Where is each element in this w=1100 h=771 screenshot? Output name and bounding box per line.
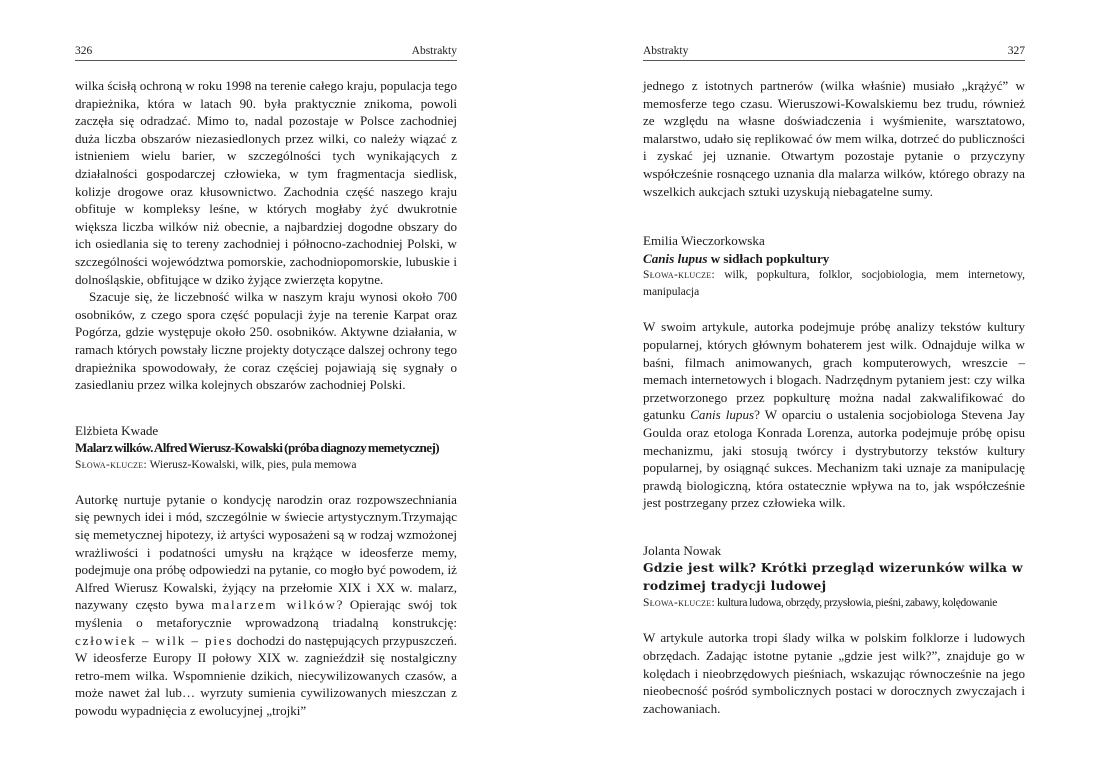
left-page-body	[75, 77, 457, 720]
entry-title: Gdzie jest wilk? Krótki przegląd wizerunków wilka w rodzimej tradycji ludowej	[643, 560, 1023, 594]
entry-author: Emilia Wieczorkowska	[643, 233, 765, 249]
entry-keywords	[643, 595, 1025, 612]
abstract-text: dochodzi do następujących przypuszczeń. W ideosferze Europy II połowy XIX w. zagnieździł się nostalgiczny retro-mem wilka. Wspomnienie dzikich, niecywilizowanych czasów, a może nawet żal lub… wyrzuty sumienia cywilizowanych mieszczan z powodu wypadnięcia z ewolucyjnej „trojki”	[75, 632, 457, 718]
keywords-list: wilk, popkultura, folklor, socjobiologia, mem internetowy, manipulacja	[643, 269, 1026, 299]
abstract-text: ? W oparciu o ustalenia socjobiologa Stevena Jay Goulda oraz etologa Konrada Lorenza, autorka podejmuje próbę opisu mechanizmu, jaki stosują twórcy i dystrybutorzy tekstów kultury popularnej, by osiągnąć sukces. Mechanizm taki uznaje za manipulację prawdą biologiczną, która ostatecznie wpływa na to, jak współcześnie jest postrzegany przez człowieka wilk.	[643, 407, 1025, 511]
abstract-text: W swoim artykule, autorka podejmuje próbę analizy tekstów kultury popularnej, których głównym bohaterem jest wilk. Odnajduje wilka w baśni, filmach animowanych, grach komputerowych, wreszcie – memach internetowych i blogach. Nadrzędnym pytaniem jest: czy wilka przetworzonego przez popkulturę można nadal zakwalifikować do gatunku	[643, 319, 1025, 423]
paragraph: Szacuje się, że liczebność wilka w naszym kraju wynosi około 700 osobników, z czego spora część populacji żyje na terenie Karpat oraz Pogórza, gdzie występuje około 250. osobników. Aktywne działania, w ramach których powstały liczne projekty dotyczące dalszej ochrony tego drapieżnika spowodowały, że coraz częściej pojawiają się sygnały o zasiedlaniu przez wilka kolejnych obszarów zachodniej Polski.	[75, 289, 457, 393]
right-page-body	[643, 77, 1025, 717]
running-head: Abstrakty	[643, 45, 689, 57]
entry-abstract	[75, 491, 457, 720]
entry-title: Malarz wilków. Alfred Wierusz-Kowalski (próba diagnozy memetycznej)	[75, 440, 440, 456]
entry-author: Elżbieta Kwade	[75, 422, 159, 438]
abstract-entry	[75, 422, 457, 720]
entry-keywords	[643, 267, 1025, 301]
running-head: Abstrakty	[411, 45, 457, 57]
keywords-label: Słowa-klucze:	[643, 269, 715, 282]
keywords-label: Słowa-klucze:	[75, 458, 147, 471]
right-page	[643, 42, 1025, 717]
page-number: 326	[75, 45, 93, 57]
continued-paragraph: wilka ścisłą ochroną w roku 1998 na terenie całego kraju, populacja tego drapieżnika, która w latach 90. była praktycznie znikoma, powoli zaczęła się odradzać. Mimo to, nadal pozostaje w Polsce zachodniej duża liczba obszarów niezasiedlonych przez wilki, co należy wiązać z istnieniem wielu barier, w szczególności tych wynikających z działalności gospodarczej człowieka, w tym fragmentacja siedlisk, kolizje drogowe oraz kłusownictwo. Zachodnia część naszego kraju obfituje w kompleksy leśne, w których mogłaby żyć dwukrotnie większa liczba wilków niż obecnie, a najbardziej dogodne obszary do ich osiedlania się to tereny zachodniej i północno-zachodniej Polski, w szczególności województwa pomorskie, zachodniopomorskie, lubuskie i dolnośląskie, obfitujące w dziko żyjące zwierzęta kopytne.	[75, 78, 457, 287]
left-page-header	[75, 42, 457, 61]
abstract-entry	[643, 232, 1025, 512]
entry-abstract	[643, 318, 1025, 512]
abstract-text: ? Opierając swój tok myślenia o metaforycznie wprowadzoną triadalną konstrukcję:	[75, 597, 458, 631]
right-page-header	[643, 42, 1025, 61]
abstract-text: Autorkę nurtuje pytanie o kondycję narodzin oraz rozpowszechniania się pewnych idei i mód, szczególnie w świecie artystycznym.Trzymając się memetycznej hipotezy, iż artyści wyposażeni są w rodzaj wzmożonej wrażliwości i podatności umysłu na krążące w ideosferze memy, podejmuje ona próbę odpowiedzi na pytanie, co mogło być powodem, iż Alfred Wierusz Kowalski, żyjący na przełomie XIX i XX w. malarz, nazywany często bywa	[75, 491, 457, 613]
entry-title	[643, 250, 1025, 268]
entry-title-italic: Canis lupus	[643, 250, 708, 266]
page-number: 327	[1007, 45, 1025, 57]
abstract-emphasis: człowiek – wilk – pies	[75, 632, 234, 648]
entry-keywords	[75, 457, 457, 474]
keywords-list: kultura ludowa, obrzędy, przysłowia, pieśni, zabawy, kolędowanie	[717, 597, 998, 610]
entry-abstract: W artykule autorka tropi ślady wilka w polskim folklorze i ludowych obrzędach. Zadając istotne pytanie „gdzie jest wilk?”, znajduje go w kolędach i nieobrzędowych pieśniach, wskazując równocześnie na jego nieobecność pośród symbolicznych postaci w dorocznych zwyczajach i zachowaniach.	[643, 630, 1025, 716]
entry-author: Jolanta Nowak	[643, 542, 722, 558]
continued-paragraph: jednego z istotnych partnerów (wilka właśnie) musiało „krążyć” w memosferze tego czasu. Wieruszowi-Kowalskiemu bez trudu, również ze względu na własne doświadczenia i wyśmienite, warsztatowo, malarstwo, udało się replikować ów mem wilka, dotrzeć do publiczności i zyskać jej uznanie. Otwartym pozostaje pytanie o przyczyny współcześnie rosnącego uznania dla malarza wilków, którego obrazy na wszelkich aukcjach sztuki uzyskują niebagatelne sumy.	[643, 78, 1025, 199]
left-page	[75, 42, 457, 720]
keywords-label: Słowa-klucze:	[643, 597, 715, 610]
abstract-entry	[643, 542, 1025, 718]
abstract-emphasis: malarzem wilków	[211, 597, 337, 613]
keywords-list: Wierusz-Kowalski, wilk, pies, pula memowa	[149, 458, 357, 471]
entry-title-rest: w sidłach popkultury	[710, 250, 830, 266]
abstract-italic: Canis lupus	[690, 407, 755, 423]
